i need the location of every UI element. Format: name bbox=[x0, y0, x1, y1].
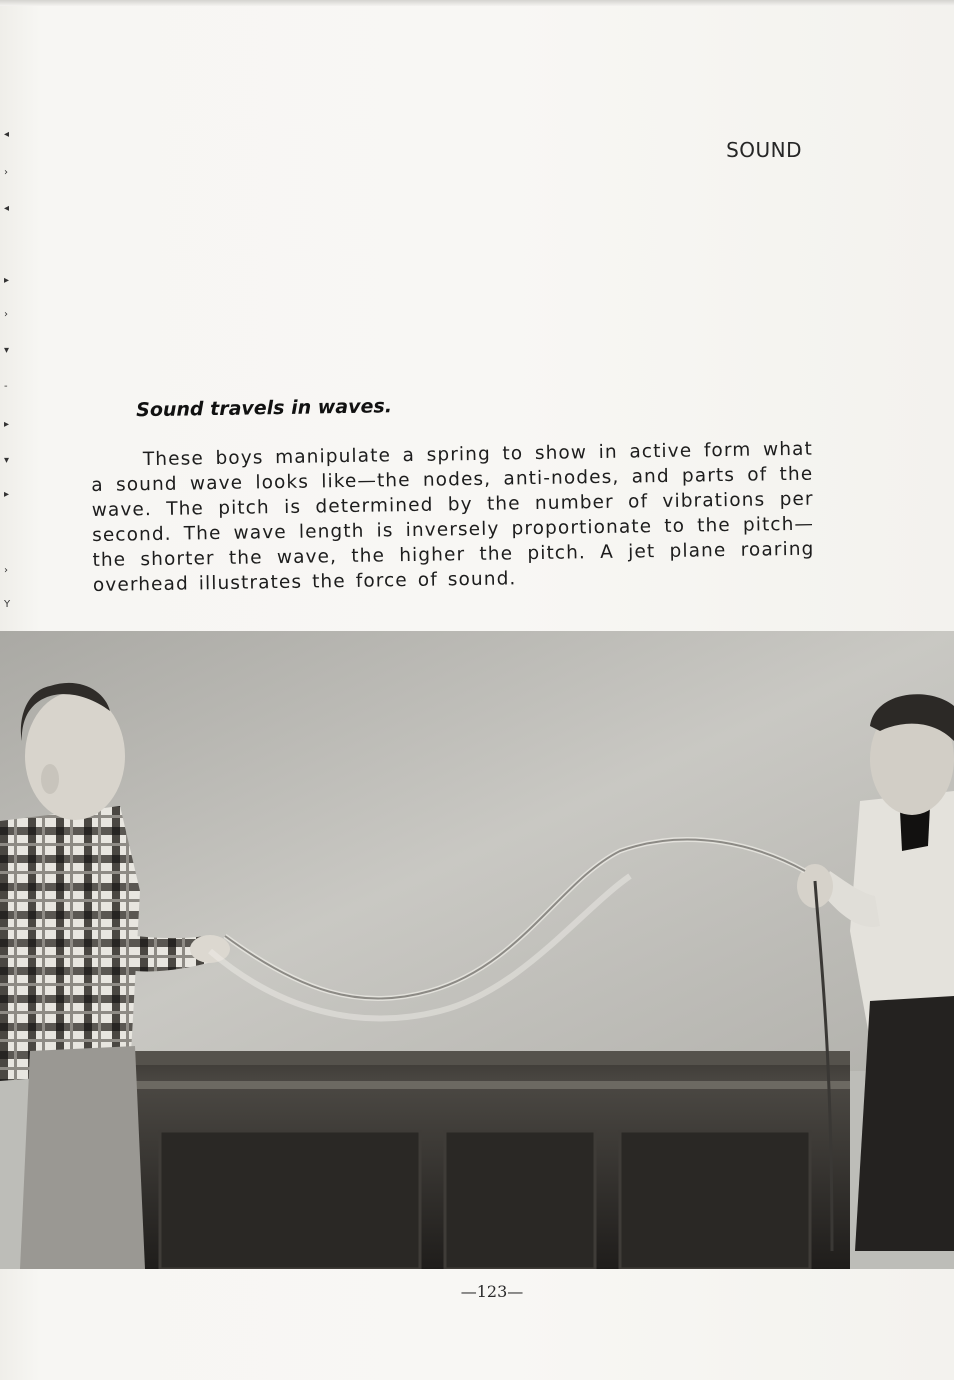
binding-mark: ▾ bbox=[4, 345, 10, 356]
binding-mark: ▾ bbox=[4, 455, 10, 466]
caption-body: These boys manipulate a spring to show in active form what a sound wave looks like—the nodes, anti-nodes, and parts of the wave. The pitch is determined by the number of vibrations per second. The wave length is inversely proportionate to the pitch—the shorter the wave, the higher the pitch. A jet plane roaring overhead illustrates the force of sound. bbox=[91, 438, 815, 596]
binding-mark: › bbox=[4, 309, 8, 320]
binding-mark: › bbox=[4, 167, 8, 178]
page-number: —123— bbox=[460, 1282, 524, 1301]
caption-title: Sound travels in waves. bbox=[135, 395, 393, 422]
photo-wall bbox=[0, 631, 954, 1071]
binding-mark: ◂ bbox=[4, 203, 10, 214]
photo-illustration bbox=[0, 631, 954, 1269]
page-top-edge bbox=[0, 0, 954, 6]
binding-mark: ‐ bbox=[4, 381, 8, 392]
binding-mark: › bbox=[4, 565, 8, 576]
binding-mark: ▸ bbox=[4, 275, 10, 286]
binding-marks bbox=[0, 120, 30, 660]
caption-block bbox=[90, 389, 815, 598]
binding-mark: ▸ bbox=[4, 489, 10, 500]
binding-mark: ◂ bbox=[4, 129, 10, 140]
photo-desk bbox=[120, 1051, 850, 1269]
section-header: SOUND bbox=[726, 138, 802, 162]
binding-mark: Y bbox=[4, 599, 11, 610]
binding-mark: ▸ bbox=[4, 419, 10, 430]
photograph bbox=[0, 631, 954, 1269]
